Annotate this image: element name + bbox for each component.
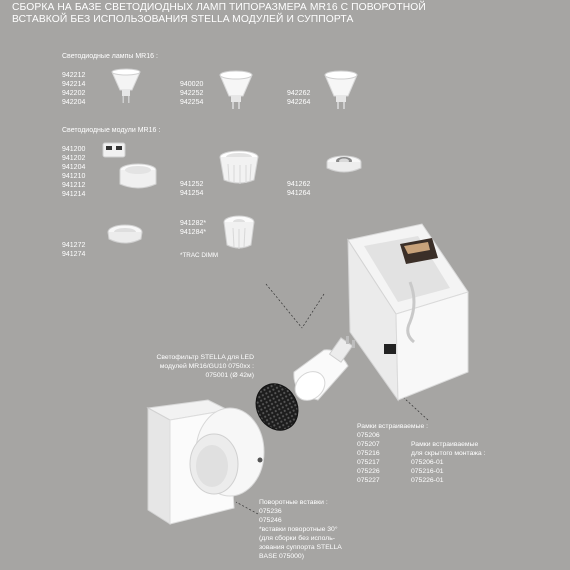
code: 941200: [62, 146, 86, 153]
inserts-note-3: зования суппорта STELLA: [259, 544, 342, 551]
code: 942254: [180, 99, 204, 106]
code: 941214: [62, 191, 86, 198]
code: 942204: [62, 99, 86, 106]
code: 075227: [357, 477, 380, 484]
pointer-line: [398, 394, 438, 424]
modules-group-3: [287, 180, 310, 198]
led-module-image: [106, 222, 144, 248]
code: 941274: [62, 251, 86, 258]
title-line-1: СБОРКА НА БАЗЕ СВЕТОДИОДНЫХ ЛАМП ТИПОРАЗМЕРА MR16 С ПОВОРОТНОЙ: [12, 2, 426, 13]
title-line-2: ВСТАВКОЙ БЕЗ ИСПОЛЬЗОВАНИЯ STELLA МОДУЛЕЙ И СУППОРТА: [12, 14, 354, 25]
code: 942252: [180, 90, 204, 97]
lamps-heading: Светодиодные лампы MR16 :: [62, 53, 158, 60]
code: 942212: [62, 72, 86, 79]
inserts-note-2: (для сборки без исполь-: [259, 535, 336, 542]
code: 941282*: [180, 220, 207, 227]
code: 941284*: [180, 229, 207, 236]
code: 075216-01: [411, 468, 444, 475]
inserts-note-1: *вставки поворотные 30°: [259, 526, 338, 533]
lamps-group-2: [180, 80, 203, 107]
filter-line-1: Светофильтр STELLA для LED: [156, 354, 254, 361]
code: 941254: [180, 190, 204, 197]
filter-label: [132, 353, 254, 380]
code: 942264: [287, 99, 311, 106]
code: 075206: [357, 432, 380, 439]
led-module-image: [218, 150, 260, 188]
code: 941210: [62, 173, 86, 180]
lamps-group-1: [62, 71, 85, 107]
code: 942214: [62, 81, 86, 88]
led-module-image: [118, 162, 158, 194]
code: 075246: [259, 517, 282, 524]
inserts-block: [259, 498, 342, 561]
code: 075226: [357, 468, 380, 475]
mr16-lamp-image: [218, 70, 254, 110]
mr16-lamp-image: [323, 70, 359, 110]
code: 075217: [357, 459, 380, 466]
code: 941252: [180, 181, 204, 188]
code: 075236: [259, 508, 282, 515]
code: 942262: [287, 90, 311, 97]
rotary-insert-image: [144, 398, 270, 528]
modules-group-4: [62, 241, 85, 259]
code: 941272: [62, 242, 86, 249]
code: 940020: [180, 81, 204, 88]
hidden-frames-block: [411, 440, 485, 485]
led-module-image: [325, 152, 363, 178]
code: 075207: [357, 441, 380, 448]
trac-dimm-note: *TRAC DIMM: [180, 252, 219, 259]
code: 075206-01: [411, 459, 444, 466]
code: 941262: [287, 181, 311, 188]
hidden-frames-heading-2: для скрытого монтажа :: [411, 450, 486, 457]
code: 941202: [62, 155, 86, 162]
modules-heading: Светодиодные модули MR16 :: [62, 127, 161, 134]
lamps-group-3: [287, 89, 310, 107]
code: 941212: [62, 182, 86, 189]
frames-heading: Рамки встраиваемые :: [357, 423, 429, 430]
modules-group-1: [62, 145, 85, 199]
filter-line-3: 075001 (Ø 42м): [205, 372, 254, 379]
page-title: [12, 2, 426, 26]
led-module-image: [222, 215, 256, 255]
inserts-note-4: BASE 075000): [259, 553, 304, 560]
code: 941204: [62, 164, 86, 171]
code: 075226-01: [411, 477, 444, 484]
hidden-frames-heading-1: Рамки встраиваемые: [411, 441, 479, 448]
modules-group-2: [180, 180, 203, 198]
code: 942202: [62, 90, 86, 97]
inserts-heading: Поворотные вставки :: [259, 499, 328, 506]
connector-image: [102, 142, 126, 158]
mr16-lamp-image: [110, 68, 142, 104]
modules-group-5: [180, 219, 206, 237]
filter-line-2: модулей MR16/GU10 0750xx :: [159, 363, 254, 370]
code: 075216: [357, 450, 380, 457]
code: 941264: [287, 190, 311, 197]
